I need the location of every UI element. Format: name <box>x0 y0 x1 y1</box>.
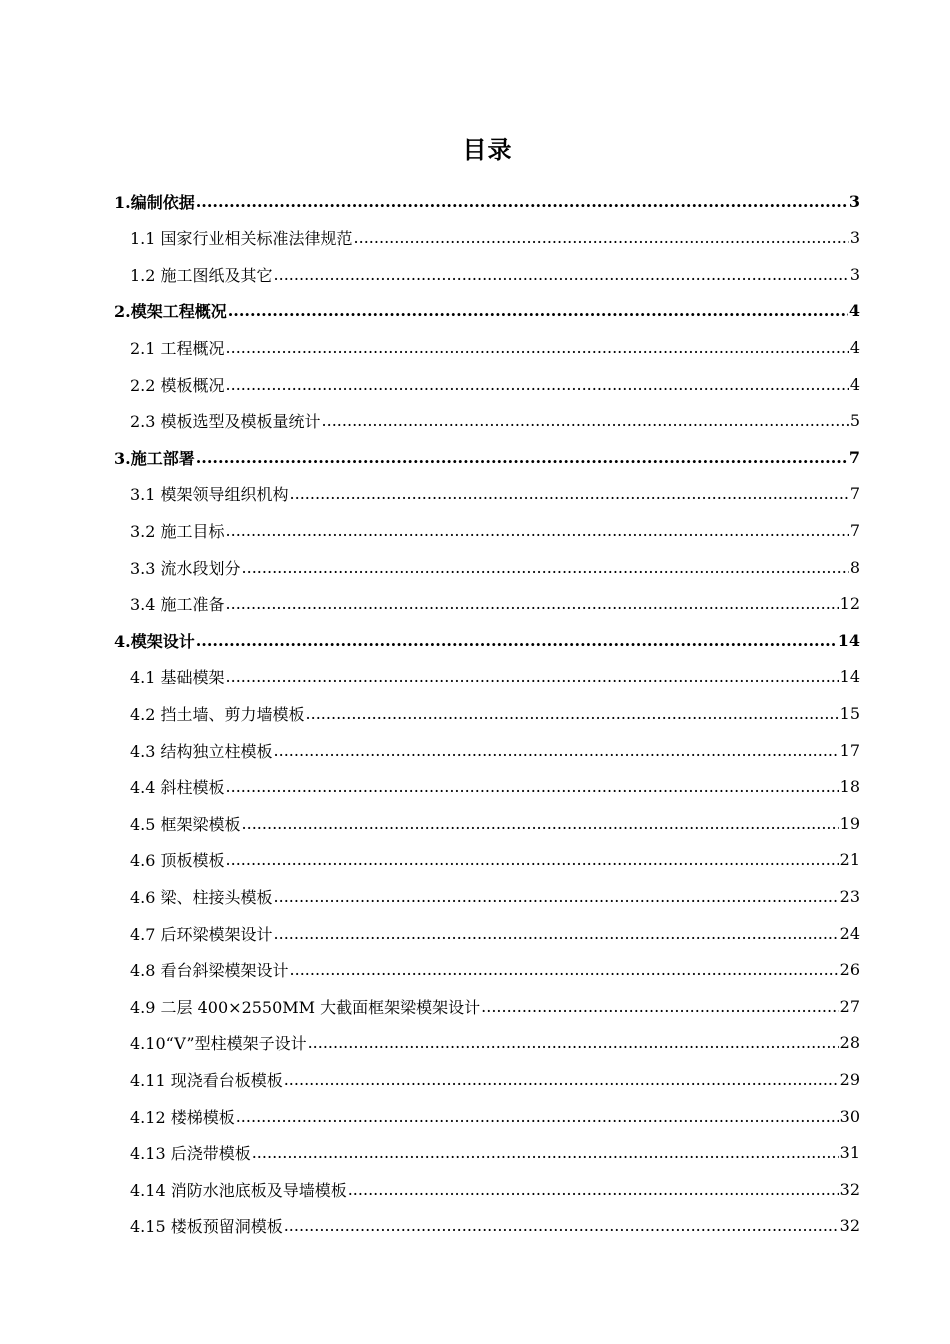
toc-heading-entry[interactable] <box>114 293 860 329</box>
toc-page-number: 4 <box>849 337 860 357</box>
toc-entry-label: 4.15 楼板预留洞模板 <box>130 1217 283 1237</box>
toc-page-number: 18 <box>839 777 860 797</box>
toc-subentry[interactable] <box>130 549 860 585</box>
toc-page-number: 3 <box>848 191 860 211</box>
toc-entry-label: 4.6 顶板模板 <box>130 851 225 871</box>
toc-dot-leader <box>226 850 839 869</box>
toc-subentry[interactable] <box>130 256 860 292</box>
toc-title: 目录 <box>462 135 513 164</box>
toc-entry-label: 4.3 结构独立柱模板 <box>130 741 273 761</box>
toc-dot-leader <box>196 448 848 467</box>
toc-dot-leader <box>274 265 849 284</box>
toc-page-number: 4 <box>848 301 860 321</box>
toc-page-number: 32 <box>839 1179 860 1199</box>
toc-entry-label: 4.10“V”型柱模架子设计 <box>130 1034 307 1054</box>
toc-entry-label: 4.5 框架梁模板 <box>130 814 241 834</box>
toc-entry-label: 4.14 消防水池底板及导墙模板 <box>130 1180 347 1200</box>
toc-entry-label: 4.6 梁、柱接头模板 <box>130 887 273 907</box>
toc-entry-label: 2.模架工程概况 <box>114 302 227 322</box>
toc-dot-leader <box>354 228 849 247</box>
toc-subentry[interactable] <box>130 1135 860 1171</box>
toc-entry-label: 2.1 工程概况 <box>130 338 225 358</box>
toc-entry-label: 3.2 施工目标 <box>130 521 225 541</box>
toc-dot-leader <box>226 338 849 357</box>
toc-entry-label: 4.2 挡土墙、剪力墙模板 <box>130 704 305 724</box>
toc-entry-label: 4.4 斜柱模板 <box>130 778 225 798</box>
toc-page-number: 5 <box>849 411 860 431</box>
toc-entry-label: 4.11 现浇看台板模板 <box>130 1070 283 1090</box>
toc-page-number: 19 <box>839 813 860 833</box>
toc-page-number: 17 <box>839 740 860 760</box>
toc-dot-leader <box>274 924 839 943</box>
toc-dot-leader <box>274 887 839 906</box>
toc-dot-leader <box>196 631 837 650</box>
toc-page-number: 29 <box>839 1069 860 1089</box>
toc-page-number: 12 <box>839 594 860 614</box>
toc-subentry[interactable] <box>130 805 860 841</box>
toc-entry-label: 4.1 基础模架 <box>130 668 225 688</box>
toc-heading-entry[interactable] <box>114 439 860 475</box>
toc-entry-label: 4.13 后浇带模板 <box>130 1144 251 1164</box>
toc-dot-leader <box>306 704 839 723</box>
toc-dot-leader <box>284 1216 839 1235</box>
toc-entry-label: 3.4 施工准备 <box>130 595 225 615</box>
toc-subentry[interactable] <box>130 476 860 512</box>
toc-page-number: 14 <box>839 667 860 687</box>
toc-page-number: 3 <box>849 228 860 248</box>
toc-page-number: 32 <box>839 1216 860 1236</box>
toc-dot-leader <box>284 1070 839 1089</box>
toc-dot-leader <box>274 741 839 760</box>
toc-subentry[interactable] <box>130 329 860 365</box>
toc-subentry[interactable] <box>130 403 860 439</box>
toc-dot-leader <box>228 301 848 320</box>
toc-dot-leader <box>252 1143 839 1162</box>
toc-page-number: 8 <box>849 557 860 577</box>
toc-entry-label: 3.1 模架领导组织机构 <box>130 485 289 505</box>
toc-dot-leader <box>226 777 839 796</box>
toc-entry-label: 3.3 流水段划分 <box>130 558 241 578</box>
toc-dot-leader <box>290 960 839 979</box>
toc-page-number: 7 <box>849 484 860 504</box>
toc-subentry[interactable] <box>130 1098 860 1134</box>
toc-page-number: 21 <box>839 850 860 870</box>
toc-dot-leader <box>236 1107 839 1126</box>
toc-page-number: 15 <box>839 703 860 723</box>
toc-subentry[interactable] <box>130 220 860 256</box>
toc-dot-leader <box>308 1033 839 1052</box>
toc-entry-label: 1.1 国家行业相关标准法律规范 <box>130 229 353 249</box>
toc-page-number: 26 <box>839 960 860 980</box>
toc-subentry[interactable] <box>130 586 860 622</box>
toc-dot-leader <box>226 375 849 394</box>
toc-subentry[interactable] <box>130 1061 860 1097</box>
toc-entry-label: 1.2 施工图纸及其它 <box>130 265 273 285</box>
toc-page-number: 14 <box>837 630 860 650</box>
toc-dot-leader <box>348 1180 839 1199</box>
toc-entry-label: 1.编制依据 <box>114 192 195 212</box>
toc-entry-label: 4.9 二层 400×2550MM 大截面框架梁模架设计 <box>130 997 481 1017</box>
toc-page-number: 23 <box>839 886 860 906</box>
toc-dot-leader <box>242 558 849 577</box>
toc-dot-leader <box>322 411 849 430</box>
toc-page-number: 7 <box>848 447 860 467</box>
toc-subentry[interactable] <box>130 988 860 1024</box>
toc-dot-leader <box>242 814 839 833</box>
toc-subentry[interactable] <box>130 512 860 548</box>
toc-subentry[interactable] <box>130 1208 860 1244</box>
toc-dot-leader <box>481 997 839 1016</box>
toc-heading-entry[interactable] <box>114 183 860 219</box>
toc-page-number: 24 <box>839 923 860 943</box>
toc-subentry[interactable] <box>130 732 860 768</box>
toc-subentry[interactable] <box>130 952 860 988</box>
toc-entry-label: 4.模架设计 <box>114 631 195 651</box>
toc-dot-leader <box>196 192 848 211</box>
toc-page-number: 27 <box>839 996 860 1016</box>
toc-dot-leader <box>290 484 849 503</box>
toc-subentry[interactable] <box>130 695 860 731</box>
toc-subentry[interactable] <box>130 659 860 695</box>
toc-subentry[interactable] <box>130 915 860 951</box>
toc-entry-label: 4.12 楼梯模板 <box>130 1107 235 1127</box>
toc-subentry[interactable] <box>130 366 860 402</box>
toc-dot-leader <box>226 521 849 540</box>
toc-dot-leader <box>226 667 839 686</box>
toc-heading-entry[interactable] <box>114 622 860 658</box>
toc-page-number: 3 <box>849 264 860 284</box>
toc-page-number: 28 <box>839 1033 860 1053</box>
toc-subentry[interactable] <box>130 1171 860 1207</box>
toc-entry-label: 2.3 模板选型及模板量统计 <box>130 412 321 432</box>
toc-page-number: 31 <box>839 1143 860 1163</box>
toc-entry-label: 4.7 后环梁模架设计 <box>130 924 273 944</box>
toc-subentry[interactable] <box>130 842 860 878</box>
toc-page-number: 7 <box>849 520 860 540</box>
toc-entry-label: 4.8 看台斜梁模架设计 <box>130 961 289 981</box>
toc-page-number: 30 <box>839 1106 860 1126</box>
toc-page-number: 4 <box>849 374 860 394</box>
toc-subentry[interactable] <box>130 1025 860 1061</box>
toc-entry-label: 2.2 模板概况 <box>130 375 225 395</box>
toc-entry-label: 3.施工部署 <box>114 448 195 468</box>
toc-subentry[interactable] <box>130 769 860 805</box>
toc-dot-leader <box>226 594 839 613</box>
toc-subentry[interactable] <box>130 878 860 914</box>
